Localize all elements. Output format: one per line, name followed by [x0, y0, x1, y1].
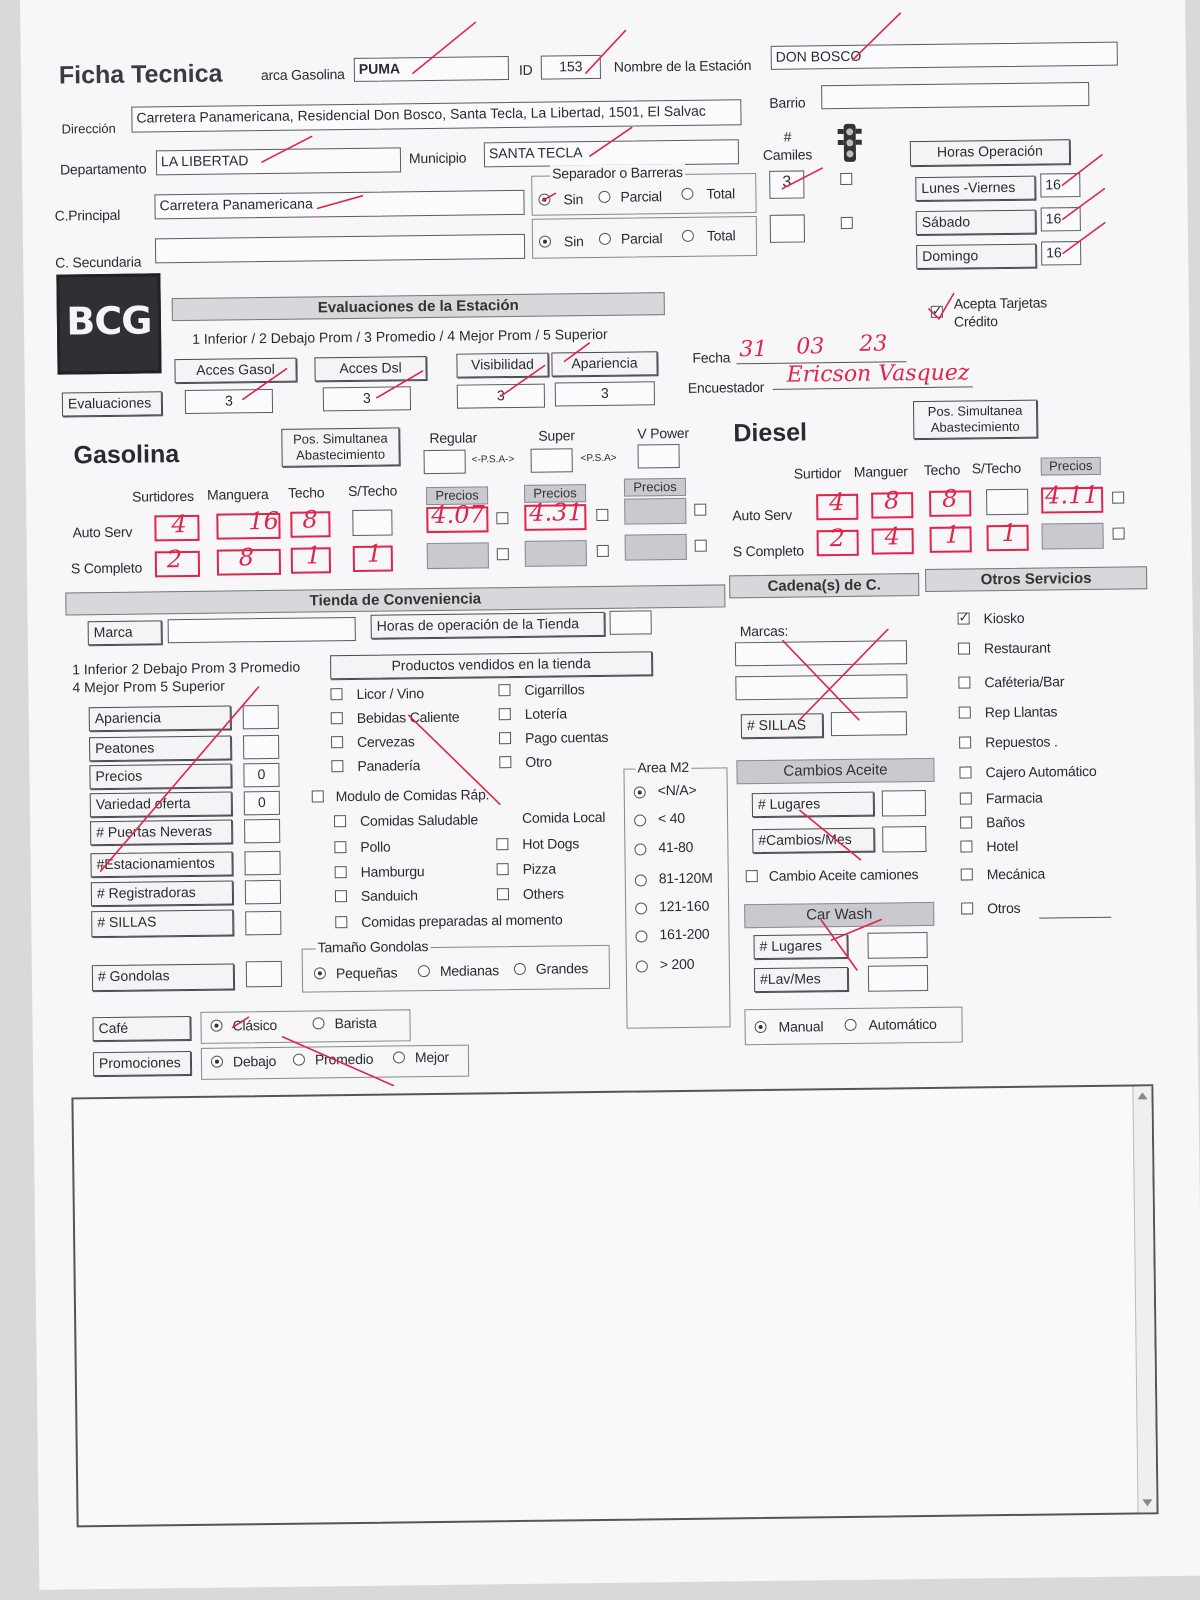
separador-1-sin-label: Sin [563, 191, 584, 208]
cigarrillos-label: Cigarrillos [524, 681, 585, 698]
sabado-label: Sábado [916, 210, 1036, 235]
bcg-logo-text: BCG [66, 298, 152, 344]
id-value: 153 [559, 58, 583, 75]
panaderia-checkbox[interactable] [331, 760, 343, 772]
otros-check-kiosko[interactable] [958, 612, 970, 624]
panaderia-label: Panadería [357, 757, 421, 774]
cadena-marca-field-1[interactable] [735, 640, 907, 666]
gas-sc-regular-check[interactable] [497, 548, 509, 560]
precios-vpower-header: Precios [624, 478, 686, 497]
otros-item-banos: Baños [986, 813, 1025, 831]
col-techo: Techo [287, 484, 325, 501]
gasolina-pos-simultanea-line1: Pos. Simultanea [292, 430, 388, 447]
area-radio-6[interactable] [636, 960, 648, 972]
fecha-month[interactable]: 03 [796, 334, 825, 360]
hotdogs-checkbox[interactable] [496, 838, 508, 850]
pago-checkbox[interactable] [499, 732, 511, 744]
nombre-label: Nombre de la Estación [613, 57, 752, 75]
aceite-cambios-label: #Cambios/Mes [752, 828, 874, 853]
fecha-label: Fecha [692, 349, 731, 366]
id-label: ID [518, 61, 533, 78]
automatico-label: Automático [868, 1015, 937, 1033]
separador-2-parcial-label: Parcial [620, 230, 663, 247]
otros-item-restaurant: Restaurant [983, 639, 1051, 657]
evaluaciones-row-label: Evaluaciones [62, 391, 162, 416]
direccion-value: Carretera Panamericana, Residencial Don Bosco, Santa Tecla, La Libertad, 1501, El Salvac [136, 102, 706, 126]
tienda-marca-field[interactable] [168, 617, 356, 643]
otros-item-kiosko: Kiosko [983, 609, 1025, 627]
comments-textarea[interactable] [71, 1084, 1158, 1527]
clasico-radio[interactable] [210, 1020, 222, 1032]
vpower-label: V Power [637, 424, 689, 442]
col-surtidores: Surtidores [131, 487, 194, 505]
gas-as-techo-value: 8 [302, 505, 318, 534]
acces-gasol-value: 3 [224, 392, 233, 409]
pago-label: Pago cuentas [524, 728, 609, 746]
credito-label: Crédito [953, 313, 998, 330]
municipio-field[interactable] [484, 139, 739, 167]
principal-value: Carretera Panamericana [159, 195, 313, 214]
diesel-as-surtidor-value: 4 [829, 487, 845, 517]
encuestador-label: Encuestador [687, 378, 765, 396]
camiles-label: Camiles [762, 146, 813, 163]
otros-check-farmacia[interactable] [960, 792, 972, 804]
t-variedad-field[interactable] [244, 791, 280, 815]
area-title: Area M2 [637, 758, 690, 776]
diesel-auto-serv-label: Auto Serv [732, 506, 793, 524]
direccion-label: Dirección [61, 120, 116, 137]
manual-label: Manual [778, 1018, 824, 1035]
preparadas-checkbox[interactable] [335, 916, 347, 928]
t-peatones-field[interactable] [243, 735, 279, 759]
loteria-label: Lotería [524, 705, 568, 722]
gas-sc-super[interactable] [525, 540, 587, 567]
form-sheet [20, 0, 1200, 1590]
debajo-label: Debajo [232, 1052, 277, 1070]
saludable-label: Comidas Saludable [359, 811, 479, 829]
otros-check-cafeteria[interactable] [958, 676, 970, 688]
grandes-label: Grandes [535, 960, 589, 977]
area-option-6: > 200 [659, 955, 695, 973]
aceite-title: Cambios Aceite [736, 758, 934, 784]
area-radio-1[interactable] [634, 814, 646, 826]
t-puertas-label: # Puertas Neveras [90, 819, 232, 845]
col-manguera: Manguera [206, 486, 269, 503]
scroll-up-icon[interactable] [1137, 1092, 1147, 1099]
gas-sc-vpower-check[interactable] [695, 540, 707, 552]
municipio-value: SANTA TECLA [488, 144, 583, 162]
separador-label: Separador o Barreras [552, 163, 683, 182]
tienda-horas-field[interactable] [610, 610, 652, 635]
carwash-lav-label: #Lav/Mes [754, 967, 848, 992]
cigarrillos-checkbox[interactable] [498, 684, 510, 696]
mejor-label: Mejor [414, 1048, 450, 1066]
secundaria-label: C. Secundaria [55, 253, 142, 271]
scroll-down-icon[interactable] [1142, 1499, 1152, 1506]
principal-label: C.Principal [54, 206, 121, 224]
tienda-title: Tienda de Conveniencia [65, 584, 725, 615]
bcg-logo [56, 273, 161, 374]
super-label: Super [538, 427, 575, 444]
semaforo-checkbox-2[interactable] [841, 217, 853, 229]
promociones-label: Promociones [93, 1051, 191, 1076]
carwash-lugares-field[interactable] [867, 932, 927, 959]
lunes-label: Lunes -Viernes [915, 176, 1035, 201]
cadena-sillas-field[interactable] [831, 711, 907, 736]
diesel-as-precio-value: 4.11 [1044, 480, 1099, 510]
camiles-field-2[interactable] [770, 214, 805, 242]
diesel-as-techo-value: 8 [941, 484, 958, 513]
psa-box-2[interactable] [531, 448, 573, 473]
psa-label-2: <P.S.A> [580, 452, 617, 465]
col-stecho: S/Techo [347, 482, 398, 500]
visibilidad-value: 3 [496, 387, 505, 404]
gas-sc-super-check[interactable] [597, 545, 609, 557]
diesel-s-completo-label: S Completo [732, 542, 805, 560]
camiles-field-1[interactable] [769, 170, 804, 198]
tienda-horas-label: Horas de operación de la Tienda [371, 612, 605, 639]
aceite-cambios-field[interactable] [882, 826, 926, 853]
apariencia-value: 3 [600, 384, 609, 401]
gas-super-check[interactable] [596, 509, 608, 521]
otros-item-mecanica: Mecánica [986, 865, 1046, 883]
psa-box-3[interactable] [637, 444, 679, 469]
lunes-value: 16 [1045, 176, 1062, 193]
otros-check-otros[interactable] [961, 902, 973, 914]
diesel-sc-manguer-value: 4 [884, 522, 901, 551]
cervezas-label: Cervezas [356, 733, 415, 750]
separador-1-parcial-radio[interactable] [598, 191, 610, 203]
gas-sc-stecho-value: 1 [366, 539, 383, 568]
modulo-label: Modulo de Comidas Ráp. [335, 786, 490, 805]
fecha-day[interactable]: 31 [739, 336, 768, 363]
acces-dsl-field[interactable] [323, 386, 411, 411]
apariencia-field[interactable] [555, 381, 655, 406]
gas-s-completo-label: S Completo [70, 559, 143, 577]
licor-checkbox[interactable] [330, 688, 342, 700]
hotdogs-label: Hot Dogs [522, 835, 580, 852]
acces-gasol-label: Acces Gasol [174, 358, 296, 383]
automatico-radio[interactable] [845, 1019, 857, 1031]
otro-label: Otro [525, 753, 552, 770]
diesel-sc-surtidor-value: 2 [829, 523, 846, 553]
area-option-4: 121-160 [659, 897, 710, 915]
modulo-checkbox[interactable] [312, 790, 324, 802]
nombre-field[interactable] [771, 42, 1118, 70]
carwash-lav-field[interactable] [868, 965, 928, 992]
marca-field[interactable] [354, 56, 509, 82]
otros-otros-label: Otros [987, 899, 1021, 917]
gas-as-surtidores-value: 4 [171, 510, 187, 539]
marca-value: PUMA [358, 60, 401, 77]
cafe-label: Café [92, 1016, 190, 1041]
domingo-value: 16 [1046, 244, 1062, 261]
bebidas-checkbox[interactable] [331, 712, 343, 724]
cervezas-checkbox[interactable] [331, 736, 343, 748]
separador-1-sin-radio[interactable] [538, 194, 550, 206]
pizza-label: Pizza [522, 860, 556, 877]
area-radio-5[interactable] [635, 930, 647, 942]
t-precios-label: Precios [89, 763, 231, 789]
otros-check-hotel[interactable] [960, 840, 972, 852]
otros-check-banos[interactable] [960, 816, 972, 828]
licor-label: Licor / Vino [356, 685, 424, 702]
diesel-precios-header: Precios [1041, 457, 1101, 476]
evaluaciones-scale: 1 Inferior / 2 Debajo Prom / 3 Promedio / 4 Mejor Prom / 5 Superior [192, 325, 608, 347]
productos-title: Productos vendidos en la tienda [330, 651, 652, 679]
t-gondolas-label: # Gondolas [92, 963, 234, 991]
t-puertas-field[interactable] [244, 819, 280, 843]
medianas-label: Medianas [439, 962, 500, 979]
otros-otros-line [1039, 917, 1111, 919]
tienda-marca-label: Marca [88, 620, 162, 645]
horas-title: Horas Operación [910, 139, 1070, 166]
separador-1-parcial-label: Parcial [620, 188, 662, 205]
precios-super-header: Precios [524, 484, 586, 503]
domingo-field[interactable] [1041, 241, 1081, 265]
diesel-sc-stecho-value: 1 [1001, 518, 1018, 548]
aceite-camiones-label: Cambio Aceite camiones [768, 866, 919, 884]
separador-2-parcial-radio[interactable] [599, 233, 611, 245]
t-registradoras-field[interactable] [245, 880, 281, 904]
pollo-checkbox[interactable] [334, 841, 346, 853]
area-option-0: <N/A> [657, 781, 697, 799]
gas-as-stecho[interactable] [352, 509, 392, 535]
clasico-label: Clásico [232, 1016, 278, 1034]
tienda-scale-1: 1 Inferior 2 Debajo Prom 3 Promedio [72, 658, 301, 678]
pizza-checkbox[interactable] [497, 863, 509, 875]
area-option-5: 161-200 [659, 925, 710, 943]
debajo-radio[interactable] [211, 1056, 223, 1068]
t-sillas-label: # SILLAS [91, 909, 233, 937]
otros-check-mecanica[interactable] [961, 868, 973, 880]
gas-sc-surtidores-value: 2 [166, 545, 183, 574]
municipio-label: Municipio [408, 149, 467, 167]
departamento-field[interactable] [156, 147, 401, 175]
aceite-lugares-label: # Lugares [752, 792, 874, 817]
area-option-3: 81-120M [658, 869, 713, 887]
acces-dsl-value: 3 [362, 389, 371, 406]
others-label: Others [522, 885, 564, 902]
cadena-marcas-label: Marcas: [739, 622, 789, 640]
sabado-field[interactable] [1041, 207, 1081, 231]
carwash-title: Car Wash [744, 902, 934, 928]
t-sillas-field[interactable] [245, 911, 281, 935]
separador-2-total-radio[interactable] [682, 230, 694, 242]
t-gondolas-field[interactable] [246, 961, 282, 987]
camiles-label-hash: # [783, 128, 792, 145]
diesel-col-surtidor: Surtidor [793, 465, 842, 482]
area-option-1: < 40 [657, 809, 685, 827]
scrollbar[interactable] [1132, 1086, 1156, 1512]
barista-label: Barista [334, 1014, 377, 1032]
tienda-scale-2: 4 Mejor Prom 5 Superior [72, 677, 226, 696]
gas-sc-regular[interactable] [427, 542, 489, 569]
separador-2-total-label: Total [706, 227, 736, 244]
acepta-tarjetas-checkbox[interactable] [931, 306, 943, 318]
hamburgu-checkbox[interactable] [335, 866, 347, 878]
diesel-pos-simultanea [913, 400, 1037, 440]
fecha-year[interactable]: 23 [859, 331, 888, 357]
sanduich-checkbox[interactable] [335, 890, 347, 902]
t-apariencia-field[interactable] [243, 705, 279, 729]
gas-auto-serv-label: Auto Serv [72, 523, 133, 541]
t-variedad-value: 0 [257, 794, 266, 811]
otros-item-repuestos: Repuestos . [985, 733, 1058, 751]
others-checkbox[interactable] [497, 888, 509, 900]
medianas-radio[interactable] [418, 965, 430, 977]
precios-regular-header: Precios [426, 486, 488, 505]
otros-item-llantas: Rep Llantas [984, 703, 1058, 721]
promedio-radio[interactable] [293, 1054, 305, 1066]
diesel-abastecimiento-line2: Abastecimiento [930, 418, 1020, 435]
visibilidad-field[interactable] [457, 384, 545, 409]
promedio-label: Promedio [314, 1050, 374, 1068]
psa-label-1: <-P.S.A-> [471, 453, 515, 466]
departamento-label: Departamento [59, 160, 147, 178]
t-apariencia-label: Apariencia [89, 705, 231, 731]
mejor-radio[interactable] [393, 1051, 405, 1063]
barrio-field[interactable] [821, 82, 1089, 109]
area-radio-3[interactable] [635, 874, 647, 886]
gas-sc-manguera-value: 8 [238, 543, 255, 572]
pollo-label: Pollo [360, 838, 391, 855]
cadena-title: Cadena(s) de C. [729, 573, 919, 598]
pequenas-label: Pequeñas [335, 964, 398, 982]
bebidas-label: Bebidas Caliente [356, 708, 460, 726]
area-option-2: 41-80 [658, 838, 694, 856]
t-estacionamientos-field[interactable] [244, 851, 280, 875]
acepta-tarjetas-label: Acepta Tarjetas [953, 294, 1048, 312]
pequenas-radio[interactable] [314, 967, 326, 979]
comida-local-label: Comida Local [521, 808, 606, 826]
saludable-checkbox[interactable] [334, 815, 346, 827]
area-radio-2[interactable] [634, 843, 646, 855]
otros-item-cafeteria: Caféteria/Bar [984, 673, 1065, 691]
cadena-marca-field-2[interactable] [735, 674, 907, 700]
acces-gasol-field[interactable] [185, 389, 273, 414]
id-field[interactable] [541, 55, 601, 80]
gas-precio-regular-value: 4.07 [431, 500, 485, 530]
otros-item-cajero: Cajero Automático [985, 762, 1097, 781]
separador-1-total-label: Total [706, 185, 736, 202]
diesel-col-stecho: S/Techo [971, 459, 1022, 477]
traffic-light-icon [837, 123, 864, 168]
domingo-label: Domingo [916, 244, 1036, 269]
diesel-as-manguer-value: 8 [884, 486, 900, 515]
psa-box-1[interactable] [424, 450, 466, 475]
cadena-sillas-label: # SILLAS [741, 713, 823, 738]
grandes-radio[interactable] [514, 963, 526, 975]
acces-dsl-label: Acces Dsl [314, 356, 426, 381]
encuestador-value[interactable]: Ericson Vasquez [786, 360, 970, 388]
evaluaciones-title: Evaluaciones de la Estación [172, 292, 665, 321]
otros-item-farmacia: Farmacia [985, 789, 1043, 807]
aceite-lugares-field[interactable] [882, 790, 926, 817]
barrio-label: Barrio [769, 94, 806, 111]
separador-1-total-radio[interactable] [681, 188, 693, 200]
sanduich-label: Sanduich [360, 887, 418, 904]
gasolina-pos-simultanea [281, 427, 399, 466]
diesel-sc-techo-value: 1 [944, 520, 961, 549]
gas-regular-check[interactable] [496, 512, 508, 524]
otros-check-llantas[interactable] [959, 706, 971, 718]
diesel-pos-simultanea-line1: Pos. Simultanea [927, 402, 1023, 419]
t-peatones-label: Peatones [89, 735, 231, 761]
sabado-value: 16 [1045, 210, 1062, 227]
diesel-as-stecho[interactable] [986, 489, 1028, 516]
separador-2-sin-radio[interactable] [539, 236, 551, 248]
nombre-value: DON BOSCO [775, 47, 862, 65]
gas-vpower-check[interactable] [694, 504, 706, 516]
diesel-title: Diesel [733, 418, 808, 448]
separador-2-sin-label: Sin [563, 233, 584, 250]
diesel-as-check[interactable] [1112, 492, 1124, 504]
marca-label: arca Gasolina [260, 66, 345, 84]
gas-sc-techo-value: 1 [305, 541, 322, 570]
visibilidad-label: Visibilidad [456, 353, 548, 378]
diesel-col-manguer: Manguer [853, 463, 908, 480]
diesel-col-techo: Techo [923, 461, 961, 478]
gas-sc-vpower[interactable] [625, 534, 687, 561]
area-radio-4[interactable] [635, 902, 647, 914]
camiles-value: 3 [782, 173, 792, 191]
otros-check-cajero[interactable] [959, 766, 971, 778]
gas-as-manguera-value: 16 [248, 506, 280, 536]
t-precios-field[interactable] [243, 763, 279, 787]
t-estacionamientos-label: #Estacionamientos [90, 851, 232, 877]
otros-check-restaurant[interactable] [958, 642, 970, 654]
hamburgu-label: Hamburgu [360, 863, 425, 880]
area-radio-0[interactable] [634, 786, 646, 798]
gasolina-abastecimiento-line2: Abastecimiento [296, 446, 386, 463]
otro-checkbox[interactable] [499, 756, 511, 768]
lunes-field[interactable] [1040, 173, 1080, 197]
diesel-sc-precio[interactable] [1041, 523, 1103, 550]
t-precios-value: 0 [257, 766, 266, 783]
tamano-title: Tamaño Gondolas [317, 938, 429, 956]
otros-check-repuestos[interactable] [959, 736, 971, 748]
aceite-camiones-checkbox[interactable] [746, 870, 758, 882]
gas-precio-super-value: 4.31 [529, 498, 583, 527]
principal-field[interactable] [154, 190, 524, 220]
preparadas-label: Comidas preparadas al momento [361, 911, 563, 930]
direccion-field[interactable] [131, 99, 741, 132]
loteria-checkbox[interactable] [499, 708, 511, 720]
t-registradoras-label: # Registradoras [91, 880, 233, 906]
manual-radio[interactable] [755, 1021, 767, 1033]
otros-item-hotel: Hotel [986, 837, 1019, 855]
departamento-value: LA LIBERTAD [160, 152, 249, 170]
diesel-sc-check[interactable] [1113, 528, 1125, 540]
gas-precio-vpower[interactable] [624, 498, 686, 525]
carwash-lugares-label: # Lugares [753, 934, 847, 959]
page-title: Ficha Tecnica [58, 59, 223, 90]
gasolina-title: Gasolina [73, 440, 180, 470]
t-variedad-label: Variedad oferta [90, 791, 232, 817]
secundaria-field[interactable] [155, 234, 525, 264]
otros-title: Otros Servicios [925, 566, 1147, 592]
semaforo-checkbox-1[interactable] [840, 173, 852, 185]
barista-radio[interactable] [312, 1017, 324, 1029]
regular-label: Regular [429, 429, 478, 447]
apariencia-label: Apariencia [551, 351, 657, 376]
